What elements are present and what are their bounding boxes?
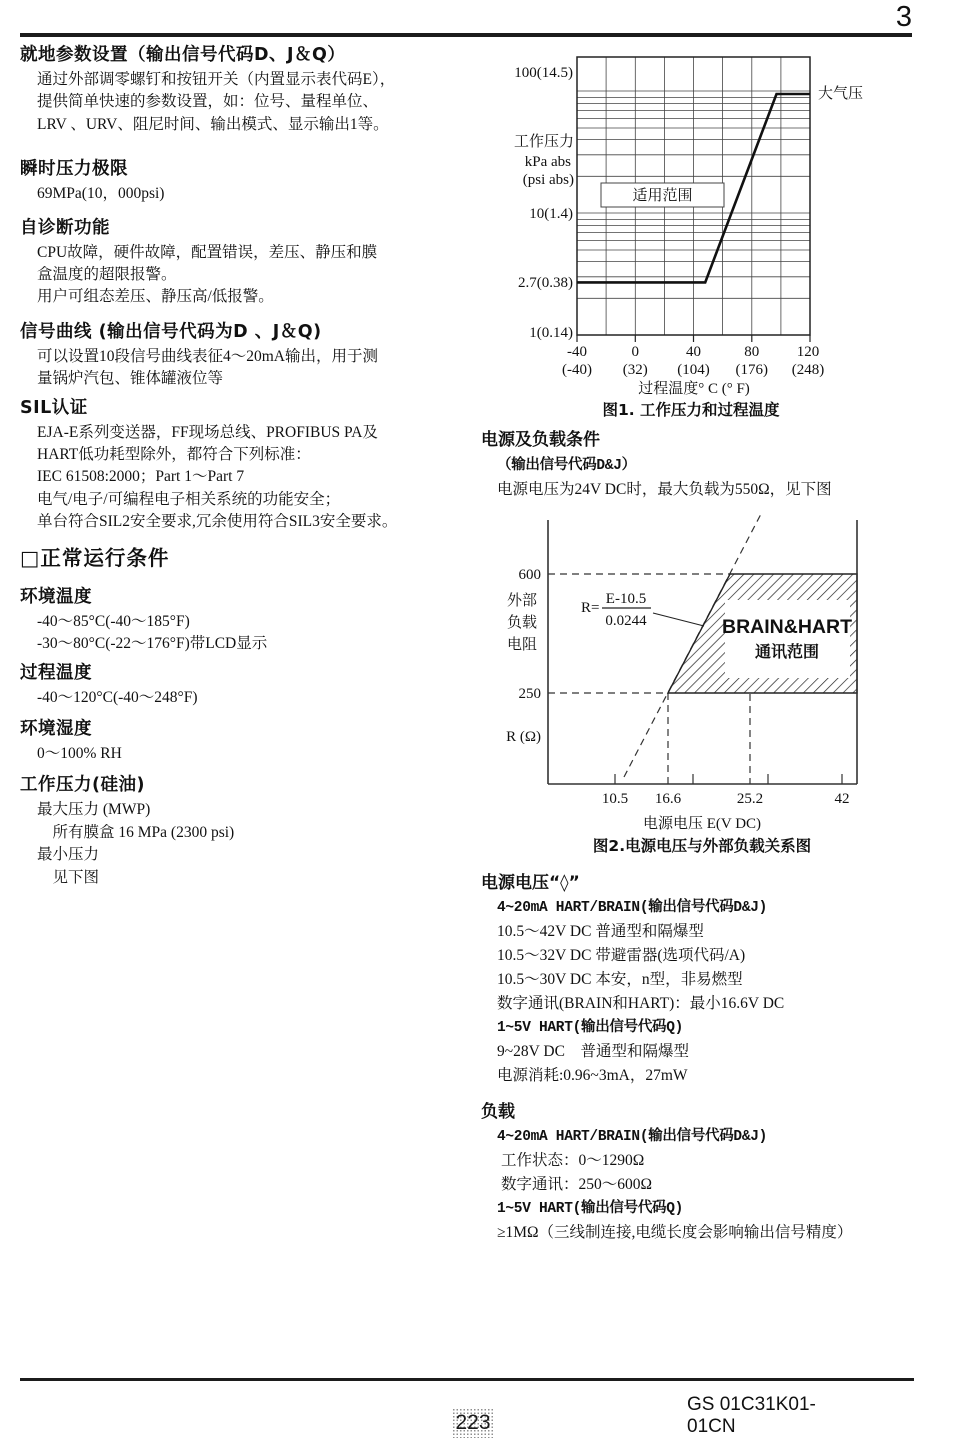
section-title: 就地参数设置（输出信号代码D、J＆Q）: [20, 45, 346, 65]
fig2-ytick-250: 250: [518, 686, 541, 702]
section-title: 瞬时压力极限: [20, 159, 128, 180]
fig2-formula-pointer-line: [653, 613, 704, 626]
supply-voltage-load-specs: [481, 872, 961, 1245]
fig2-x-tick-marks: [615, 774, 842, 784]
fig2-yaxis-title-line1: 外部: [506, 591, 538, 609]
spec-line: 9~28V DC 普通型和隔爆型: [497, 1043, 689, 1060]
spec-line: 4~20mA HART/BRAIN(输出信号代码D&J): [497, 900, 768, 916]
page-number-top: 3: [895, 1, 912, 33]
document-number: GS 01C31K01-01CN: [687, 1394, 816, 1437]
fig2-ytick-600: 600: [518, 567, 541, 583]
text-line: IEC 61508:2000；Part 1～Part 7: [37, 468, 245, 486]
section-overpressure-limit: [20, 158, 482, 205]
fig1-xtick-c-3: 80: [744, 344, 760, 360]
spec-line: 1~5V HART(输出信号代码Q): [497, 1020, 684, 1036]
fig1-xtick-c-2: 40: [686, 344, 701, 360]
fig1-ytick-1: 1(0.14): [529, 325, 573, 341]
section-body: [37, 611, 482, 656]
section-title: SIL认证: [20, 397, 88, 418]
fig2-xtick-10-5: 10.5: [601, 791, 629, 807]
text-line: EJA-E系列变送器，FF现场总线、PROFIBUS PA及: [37, 423, 378, 441]
fig2-xtick-25-2: 25.2: [736, 791, 764, 807]
text-line: 量锅炉汽包、锥体罐液位等: [37, 370, 224, 388]
fig1-yaxis-title-line2: kPa abs: [524, 154, 571, 170]
fig2-xaxis-title: 电源电压 E(V DC): [642, 816, 762, 832]
fig2-formula-lhs: R=: [581, 600, 600, 616]
supply-voltage-title: 电源电压“◊”: [481, 873, 580, 893]
page-number-box: [452, 1408, 494, 1438]
section-title: 自诊断功能: [20, 217, 110, 238]
text-line: 用户可组态差压、静压高/低报警。: [37, 288, 274, 306]
spec-line: 数字通讯：250～600Ω: [501, 1176, 653, 1193]
fig2-yaxis-title-line2: 负载: [506, 613, 538, 631]
spec-line: 工作状态：0～1290Ω: [501, 1152, 645, 1169]
fig2-xtick-16-6: 16.6: [654, 791, 682, 807]
power-load-text: 电源电压为24V DC时，最大负载为550Ω，见下图: [497, 481, 832, 498]
spec-line: 电源消耗:0.96~3mA，27mW: [497, 1067, 688, 1084]
text-line: 最小压力: [37, 846, 100, 864]
fig1-xtick-f-3: (176): [735, 362, 769, 378]
text-line: 可以设置10段信号曲线表征4～20mA输出，用于测: [37, 347, 379, 365]
section-body: [37, 69, 482, 136]
section-title: 工作压力(硅油): [20, 775, 145, 796]
text-line: 69MPa(10，000psi): [37, 185, 165, 203]
spec-line: 10.5～30V DC 本安，n型，非易燃型: [497, 971, 743, 988]
text-line: 所有膜盒 16 MPa (2300 psi): [37, 823, 235, 841]
spacer: [481, 1088, 961, 1101]
spec-line: 10.5～42V DC 普通型和隔爆型: [497, 923, 704, 940]
fig1-xaxis-title: 过程温度° C (° F): [638, 381, 750, 397]
fig1-xtick-f-1: (32): [622, 362, 648, 378]
section-title: 环境湿度: [20, 718, 92, 739]
fig2-formula-denominator: 0.0244: [605, 613, 647, 629]
load-title: 负载: [481, 1102, 515, 1122]
fig1-ytick-10: 10(1.4): [529, 206, 573, 222]
fig1-yaxis-title-line3: (psi abs): [522, 172, 574, 188]
section-body: [37, 422, 482, 534]
fig1-ytick-100: 100(14.5): [514, 65, 573, 81]
fig1-xtick-f-2: (104): [677, 362, 710, 378]
fig1-xtick-c-1: 0: [631, 344, 640, 360]
section-signal-curve: [20, 321, 482, 391]
fig1-caption: 图1. 工作压力和过程温度: [602, 401, 780, 419]
page-number-bottom: 223: [455, 1411, 491, 1434]
section-body: [37, 183, 482, 205]
spec-line: 1~5V HART(输出信号代码Q): [497, 1201, 684, 1217]
fig2-region-label-line2: 通讯范围: [754, 642, 820, 661]
section-local-parameter-setting: [20, 44, 482, 136]
text-line: -40～85°C(-40～185°F): [37, 612, 190, 630]
fig2-yaxis-title-line3: 电阻: [506, 635, 538, 653]
spec-line: 10.5～32V DC 带避雷器(选项代码/A): [497, 947, 746, 964]
fig2-xtick-42: 42: [834, 791, 850, 807]
section-process-temperature: [20, 662, 482, 709]
text-line: -40～120°C(-40～248°F): [37, 688, 198, 706]
figure2-supply-voltage-load-chart: [481, 500, 959, 862]
text-line: 最大压力 (MWP): [37, 801, 151, 819]
section-title: 环境温度: [20, 586, 92, 607]
text-line: HART低功耗型除外，都符合下列标准：: [37, 446, 311, 464]
text-line: 电气/电子/可编程电子相关系统的功能安全；: [37, 490, 341, 508]
power-load-conditions-block: [481, 430, 959, 502]
fig1-x-tick-marks: [577, 335, 810, 342]
bottom-rule: [20, 1378, 914, 1381]
section-working-pressure: [20, 774, 482, 889]
section-body: [37, 799, 482, 889]
fig2-region-label-box: [725, 600, 850, 678]
section-body: [37, 346, 482, 391]
section-sil-certification: [20, 397, 482, 534]
fig2-caption: 图2.电源电压与外部负载关系图: [592, 837, 812, 855]
fig2-region-label-line1: BRAIN&HART: [722, 616, 852, 638]
fig1-xtick-c-4: 120: [796, 344, 820, 360]
text-line: LRV 、URV、阻尼时间、输出模式、显示输出1等。: [37, 115, 389, 133]
fig2-yaxis-unit: R (Ω): [506, 729, 541, 745]
section-title: 信号曲线 (输出信号代码为D 、J＆Q): [20, 321, 322, 342]
text-line: -30～80°C(-22～176°F)带LCD显示: [37, 635, 268, 653]
fig1-xtick-f-4: (248): [791, 362, 825, 378]
text-line: 0～100% RH: [37, 744, 122, 762]
normal-operating-conditions-heading: □正常运行条件: [20, 545, 170, 570]
section-body: [37, 687, 482, 709]
top-rule: [20, 33, 912, 37]
fig2-formula-numerator: E-10.5: [605, 591, 647, 607]
text-line: CPU故障，硬件故障，配置错误，差压、静压和膜: [37, 243, 378, 261]
spec-line: ≥1MΩ（三线制连接,电缆长度会影响输出信号精度）: [497, 1224, 853, 1241]
text-line: 单台符合SIL2安全要求,冗余使用符合SIL3安全要求。: [37, 513, 398, 531]
text-line: 见下图: [37, 868, 100, 886]
power-load-title: 电源及负载条件: [481, 430, 600, 450]
section-body: [37, 242, 482, 309]
fig1-applicable-range-label: 适用范围: [632, 186, 693, 204]
spec-line: 数字通讯(BRAIN和HART)：最小16.6V DC: [497, 995, 785, 1012]
power-load-subtitle: （输出信号代码D&J）: [497, 458, 636, 474]
left-column: [20, 44, 482, 889]
section-self-diagnostics: [20, 217, 482, 309]
fig1-yaxis-title-line1: 工作压力: [513, 132, 574, 150]
figure1-pressure-temperature-chart: [481, 46, 959, 424]
fig1-xtick-f-0: (-40): [562, 362, 592, 378]
text-line: 通过外部调零螺钉和按钮开关（内置显示表代码E），: [37, 71, 396, 88]
fig1-ytick-2-7: 2.7(0.38): [518, 275, 573, 291]
section-ambient-humidity: [20, 718, 482, 765]
text-line: 提供简单快速的参数设置，如：位号、量程单位、: [37, 93, 379, 111]
fig1-atmospheric-label: 大气压: [818, 84, 864, 102]
section-ambient-temperature: [20, 586, 482, 656]
section-body: [37, 743, 482, 765]
spec-line: 4~20mA HART/BRAIN(输出信号代码D&J): [497, 1129, 768, 1145]
text-line: 盒温度的超限报警。: [37, 266, 177, 284]
section-title: 过程温度: [20, 662, 92, 683]
fig1-xtick-c-0: -40: [567, 344, 587, 360]
